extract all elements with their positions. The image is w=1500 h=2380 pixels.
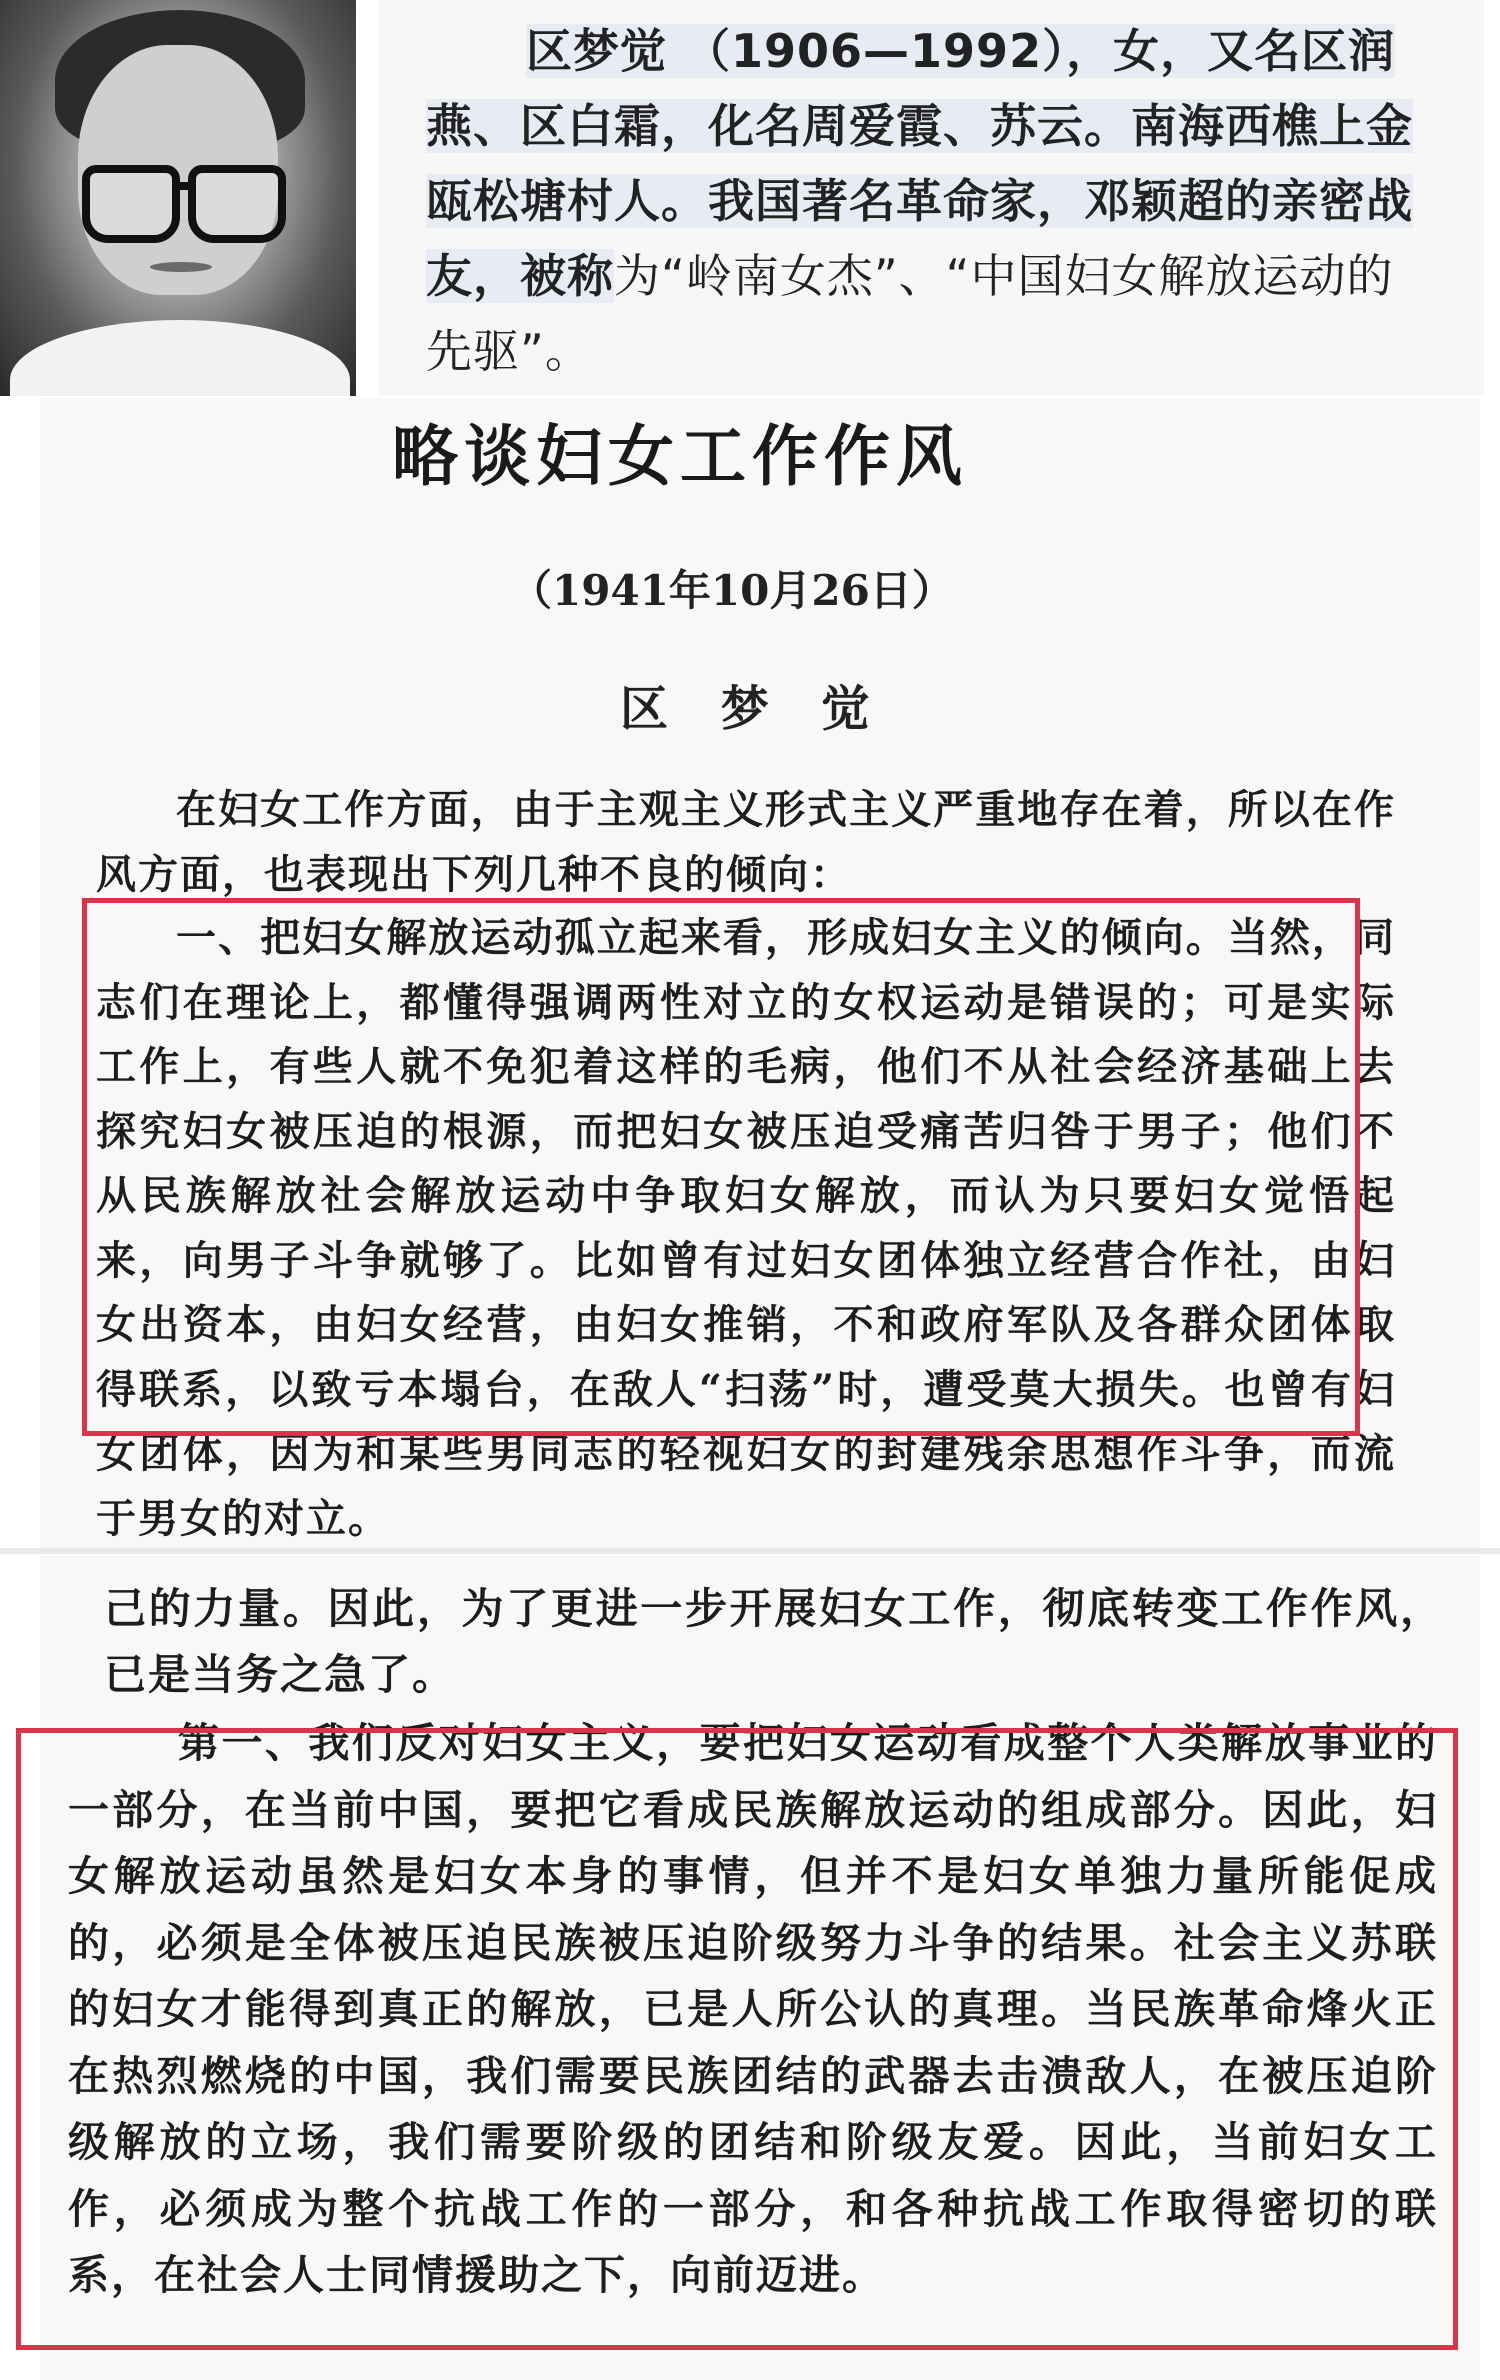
header-area xyxy=(0,0,1500,398)
portrait-photo xyxy=(0,0,356,396)
page-divider xyxy=(0,1548,1500,1554)
bio-highlighted-text: 区梦觉 （1906—1992），女，又名区润燕、区白霜，化名周爱霞、苏云。南海西樵上金瓯松塘村人。我国著名革命家，邓颖超的亲密战友，被称 xyxy=(426,24,1413,303)
bio-text xyxy=(426,14,1426,389)
highlight-box-1 xyxy=(82,898,1360,1436)
highlight-box-2 xyxy=(16,1728,1458,2350)
document-author: 区 梦 觉 xyxy=(620,681,888,737)
bio-plain-text: 为“岭南女杰”、“中国妇女解放运动的先驱”。 xyxy=(426,249,1394,378)
section2-intro: 己的力量。因此，为了更进一步开展妇女工作，彻底转变工作作风，已是当务之急了。 xyxy=(104,1584,1444,1699)
paragraph-point-1: 一、把妇女解放运动孤立起来看，形成妇女主义的倾向。当然，同志们在理论上，都懂得强调两性对立的女权运动是错误的；可是实际工作上，有些人就不免犯着这样的毛病，他们不从社会经济基础上去探究妇女被压迫的根源，而把妇女被压迫受痛苦归咎于男子；他们不从民族解放社会解放运动中争取妇女解放，而认为只要妇女觉悟起来，向男子斗争就够了。比如曾有过妇女团体独立经营合作社，由妇女出资本，由妇女经营，由妇女推销，不和政府军队及各群众团体取得联系，以致亏本塌台，在敌人“扫荡”时，遭受莫大损失。也曾有妇女团体，因为和某些男同志的轻视妇女的封建残余思想作斗争，而流于男女的对立。 xyxy=(96,914,1396,1542)
document-title: 略谈妇女工作作风 xyxy=(392,417,968,495)
paragraph-intro: 在妇女工作方面，由于主观主义形式主义严重地存在着，所以在作风方面，也表现出下列几种不良的倾向： xyxy=(96,786,1396,898)
document-date: （1941年10月26日） xyxy=(510,566,954,615)
section2-point-1: 第一、我们反对妇女主义，要把妇女运动看成整个人类解放事业的一部分，在当前中国，要把它看成民族解放运动的组成部分。因此，妇女解放运动虽然是妇女本身的事情，但并不是妇女单独力量所能促成的，必须是全体被压迫民族被压迫阶级努力斗争的结果。社会主义苏联的妇女才能得到真正的解放，已是人所公认的真理。当民族革命烽火正在热烈燃烧的中国，我们需要民族团结的武器去击溃敌人，在被压迫阶级解放的立场，我们需要阶级的团结和阶级友爱。因此，当前妇女工作，必须成为整个抗战工作的一部分，和各种抗战工作取得密切的联系，在社会人士同情援助之下，向前迈进。 xyxy=(68,1719,1438,2299)
